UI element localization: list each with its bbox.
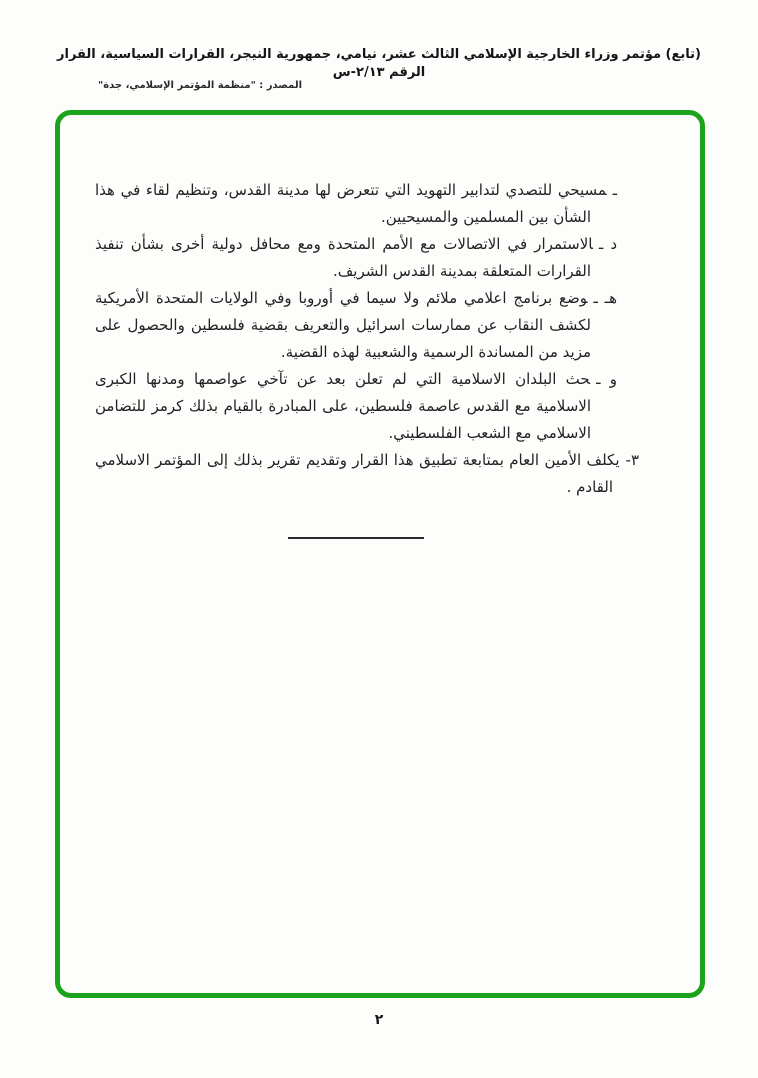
item-marker: ـ: [612, 181, 617, 199]
document-source-line: المصدر : "منظمة المؤتمر الإسلامي، جدة": [98, 80, 303, 91]
item-text: الاستمرار في الاتصالات مع الأمم المتحدة ومع محافل دولية أخرى بشأن تنفيذ القرارات المتعلقة بمدينة القدس الشريف.: [95, 235, 593, 280]
item-text: وضع برنامج اعلامي ملائم ولا سيما في أوروبا وفي الولايات المتحدة الأمريكية لكشف النقاب عن ممارسات اسرائيل والتعريف بقضية فلسطين والحصول على مزيد من المساندة الرسمية والشعبية لهذه القضية.: [95, 289, 591, 361]
item-marker: ٣-: [625, 451, 639, 469]
green-border-frame: [55, 110, 705, 998]
item-marker: هـ ـ: [593, 289, 617, 307]
body-paragraph: [95, 366, 617, 447]
body-paragraph: [95, 447, 639, 501]
item-text: حث البلدان الاسلامية التي لم تعلن بعد عن تآخي عواصمها ومدنها الكبرى الاسلامية مع القدس عاصمة فلسطين، على المبادرة بالقيام بذلك كرمز للتضامن الاسلامي مع الشعب الفلسطيني.: [95, 370, 591, 442]
document-header-title: (تابع) مؤتمر وزراء الخارجية الإسلامي الثالث عشر، نيامي، جمهورية النيجر، القرارات السياسية، القرار الرقم ٢/١٣-س: [57, 47, 701, 80]
body-paragraph: [95, 231, 617, 285]
item-text: مسيحي للتصدي لتدابير التهويد التي تتعرض لها مدينة القدس، وتنظيم لقاء في هذا الشأن بين المسلمين والمسيحيين.: [95, 181, 607, 226]
page-number: ٢: [374, 1012, 384, 1028]
item-marker: و ـ: [596, 370, 617, 388]
item-text: يكلف الأمين العام بمتابعة تطبيق هذا القرار وتقديم تقرير بذلك إلى المؤتمر الاسلامي القادم .: [95, 451, 620, 496]
body-paragraph: [95, 177, 617, 231]
item-marker: د ـ: [598, 235, 617, 253]
document-body: [95, 177, 639, 539]
body-paragraph: [95, 285, 617, 366]
separator-line: [288, 537, 424, 539]
